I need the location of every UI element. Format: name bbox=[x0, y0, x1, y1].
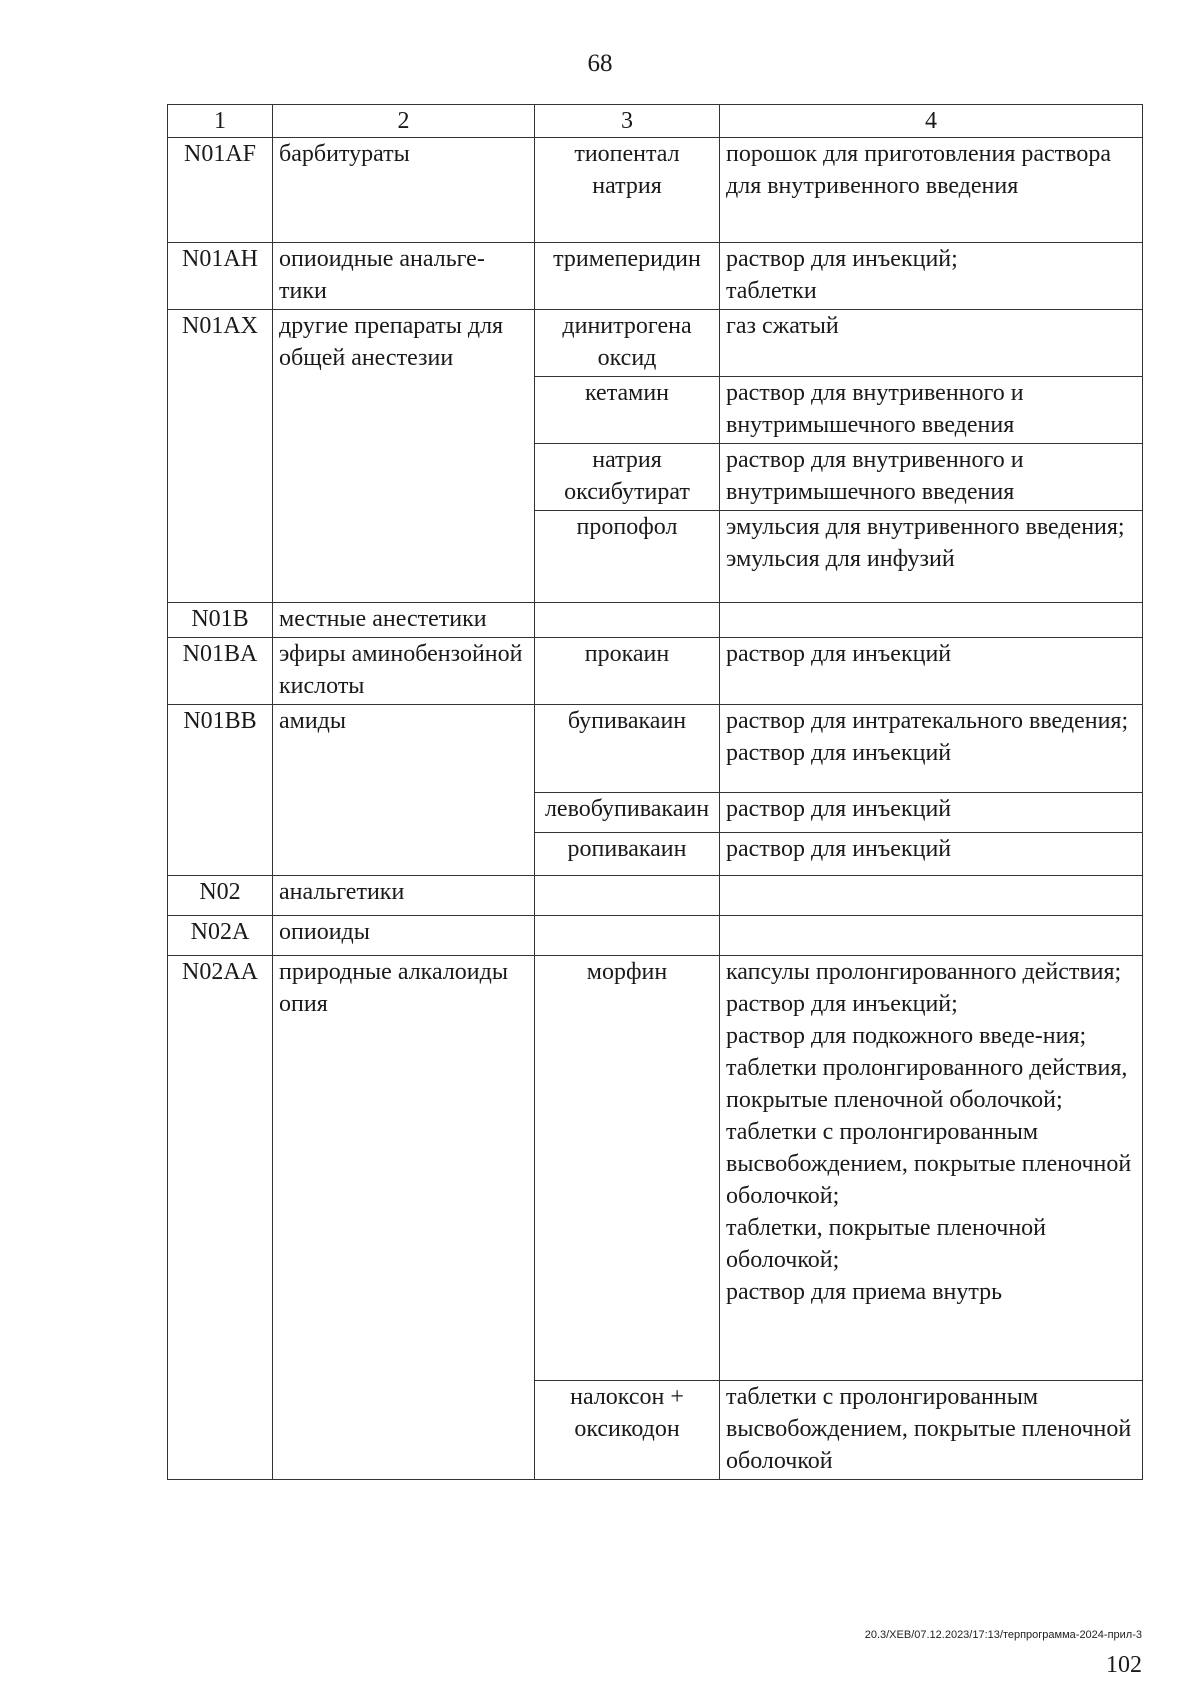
atc-code-cell: N01BB bbox=[168, 705, 273, 876]
dosage-form-cell: раствор для инъекций bbox=[720, 793, 1143, 833]
dosage-form-cell: раствор для внутривенного и внутримышечного введения bbox=[720, 444, 1143, 511]
dosage-form-cell: капсулы пролонгированного действия; раствор для инъекций; раствор для подкожного введе-ния; таблетки пролонгированного действия, покрытые пленочной оболочкой; таблетки с пролонгированным высвобождением, покрытые пленочной оболочкой; таблетки, покрытые пленочной оболочкой; раствор для приема внутрь bbox=[720, 956, 1143, 1381]
table-row bbox=[168, 638, 1143, 705]
dosage-form-cell bbox=[720, 916, 1143, 956]
column-header: 3 bbox=[535, 105, 720, 138]
table-row bbox=[168, 916, 1143, 956]
atc-code-cell: N02A bbox=[168, 916, 273, 956]
group-name-cell: амиды bbox=[273, 705, 535, 876]
dosage-form-cell: раствор для интратекального введения; раствор для инъекций bbox=[720, 705, 1143, 793]
atc-code-cell: N02 bbox=[168, 876, 273, 916]
column-header: 2 bbox=[273, 105, 535, 138]
group-name-cell: природные алкалоиды опия bbox=[273, 956, 535, 1480]
atc-code-cell: N01AF bbox=[168, 138, 273, 243]
table-header-row bbox=[168, 105, 1143, 138]
drug-name-cell: прокаин bbox=[535, 638, 720, 705]
drug-name-cell: ропивакаин bbox=[535, 833, 720, 876]
drug-name-cell: динитрогена оксид bbox=[535, 310, 720, 377]
atc-code-cell: N02AA bbox=[168, 956, 273, 1480]
group-name-cell: другие препараты для общей анестезии bbox=[273, 310, 535, 603]
group-name-cell: анальгетики bbox=[273, 876, 535, 916]
dosage-form-cell bbox=[720, 603, 1143, 638]
footer-page-number: 102 bbox=[1106, 1652, 1142, 1678]
atc-code-cell: N01AH bbox=[168, 243, 273, 310]
group-name-cell: местные анестетики bbox=[273, 603, 535, 638]
group-name-cell: опиоиды bbox=[273, 916, 535, 956]
group-name-cell: барбитураты bbox=[273, 138, 535, 243]
atc-code-cell: N01B bbox=[168, 603, 273, 638]
table-row bbox=[168, 705, 1143, 793]
group-name-cell: опиоидные анальге-тики bbox=[273, 243, 535, 310]
dosage-form-cell: газ сжатый bbox=[720, 310, 1143, 377]
table-body bbox=[168, 138, 1143, 1480]
dosage-form-cell: раствор для инъекций; таблетки bbox=[720, 243, 1143, 310]
column-header: 1 bbox=[168, 105, 273, 138]
drug-name-cell bbox=[535, 876, 720, 916]
page-number: 68 bbox=[587, 50, 613, 77]
drug-name-cell: налоксон + оксикодон bbox=[535, 1381, 720, 1480]
group-name-cell: эфиры аминобензойной кислоты bbox=[273, 638, 535, 705]
dosage-form-cell: раствор для инъекций bbox=[720, 638, 1143, 705]
table-row bbox=[168, 876, 1143, 916]
document-code: 20.3/ХЕВ/07.12.2023/17:13/терпрограмма-2024-прил-3 bbox=[864, 1629, 1142, 1641]
dosage-form-cell: порошок для приготовления раствора для внутривенного введения bbox=[720, 138, 1143, 243]
dosage-form-cell: раствор для внутривенного и внутримышечного введения bbox=[720, 377, 1143, 444]
drug-name-cell bbox=[535, 603, 720, 638]
drug-name-cell bbox=[535, 916, 720, 956]
dosage-form-cell: раствор для инъекций bbox=[720, 833, 1143, 876]
table-row bbox=[168, 956, 1143, 1381]
drug-name-cell: тиопентал натрия bbox=[535, 138, 720, 243]
drug-name-cell: левобупивакаин bbox=[535, 793, 720, 833]
table-row bbox=[168, 243, 1143, 310]
drug-name-cell: морфин bbox=[535, 956, 720, 1381]
table-row bbox=[168, 603, 1143, 638]
drug-name-cell: тримеперидин bbox=[535, 243, 720, 310]
drug-name-cell: пропофол bbox=[535, 511, 720, 603]
table-row bbox=[168, 310, 1143, 377]
dosage-form-cell: эмульсия для внутривенного введения; эмульсия для инфузий bbox=[720, 511, 1143, 603]
drug-table bbox=[167, 104, 1143, 1480]
atc-code-cell: N01BA bbox=[168, 638, 273, 705]
drug-name-cell: бупивакаин bbox=[535, 705, 720, 793]
drug-name-cell: кетамин bbox=[535, 377, 720, 444]
dosage-form-cell: таблетки с пролонгированным высвобождением, покрытые пленочной оболочкой bbox=[720, 1381, 1143, 1480]
dosage-form-cell bbox=[720, 876, 1143, 916]
table-row bbox=[168, 138, 1143, 243]
column-header: 4 bbox=[720, 105, 1143, 138]
drug-name-cell: натрия оксибутират bbox=[535, 444, 720, 511]
atc-code-cell: N01AX bbox=[168, 310, 273, 603]
